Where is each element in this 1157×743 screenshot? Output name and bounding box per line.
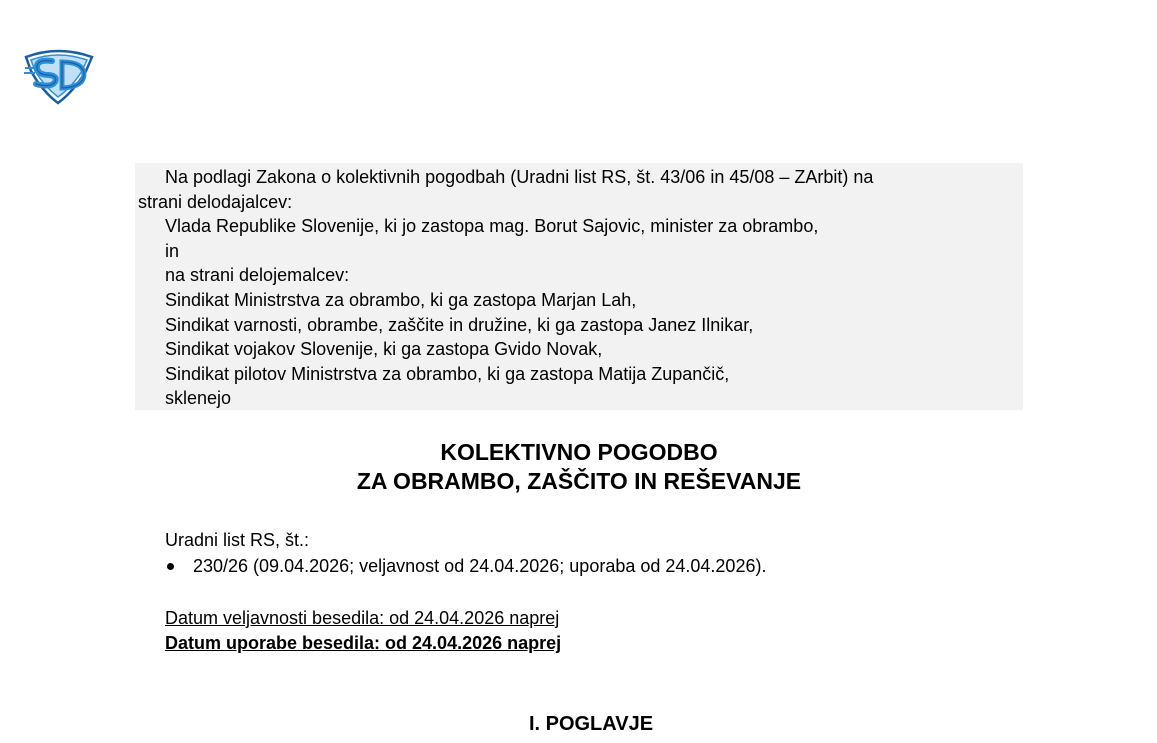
preamble-line: Sindikat varnosti, obrambe, zaščite in družine, ki ga zastopa Janez Ilnikar, bbox=[165, 314, 754, 335]
application-date-text: Datum uporabe besedila: od 24.04.2026 naprej bbox=[165, 633, 562, 653]
preamble-line: Sindikat Ministrstva za obrambo, ki ga zastopa Marjan Lah, bbox=[165, 289, 637, 310]
preamble-line: Vlada Republike Slovenije, ki jo zastopa mag. Borut Sajovic, minister za obrambo, bbox=[165, 216, 819, 237]
preamble-line: Na podlagi Zakona o kolektivnih pogodbah (Uradni list RS, št. 43/06 in 45/08 – ZArbit) na bbox=[165, 167, 874, 187]
document-title bbox=[135, 438, 1023, 496]
preamble-block bbox=[135, 163, 1023, 410]
preamble-line: Sindikat pilotov Ministrstva za obrambo, ki ga zastopa Matija Zupančič, bbox=[165, 363, 730, 384]
document-title-line-2: ZA OBRAMBO, ZAŠČITO IN REŠEVANJE bbox=[356, 468, 802, 494]
gazette-item bbox=[165, 554, 766, 578]
preamble-line: Sindikat vojakov Slovenije, ki ga zastopa Gvido Novak, bbox=[165, 339, 603, 360]
preamble-line: na strani delojemalcev: bbox=[165, 265, 350, 286]
gazette-list bbox=[165, 554, 766, 578]
preamble-line: in bbox=[165, 240, 180, 261]
chapter-heading: I. POGLAVJE bbox=[528, 713, 654, 735]
gazette-item-text: 230/26 (09.04.2026; veljavnost od 24.04.2026; uporaba od 24.04.2026). bbox=[193, 556, 767, 576]
sd-shield-logo-icon bbox=[22, 47, 96, 105]
document-title-line-1: KOLEKTIVNO POGODBO bbox=[440, 439, 718, 465]
validity-date-text: Datum veljavnosti besedila: od 24.04.2026 naprej bbox=[165, 608, 560, 628]
gazette-label: Uradni list RS, št.: bbox=[165, 530, 310, 550]
bullet-icon bbox=[167, 563, 174, 570]
preamble-line: strani delodajalcev: bbox=[138, 191, 293, 212]
preamble-line: sklenejo bbox=[165, 388, 232, 409]
